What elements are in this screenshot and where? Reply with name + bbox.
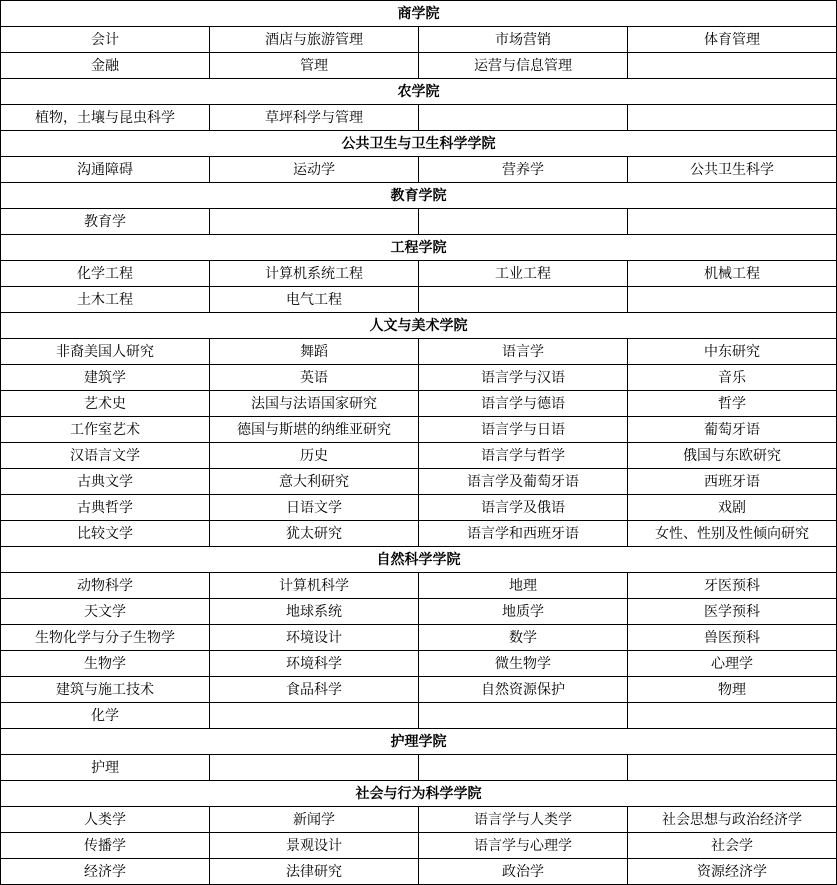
major-cell: 新闻学 (210, 807, 419, 833)
major-row (1, 521, 837, 547)
major-cell: 资源经济学 (628, 859, 837, 885)
major-cell: 电气工程 (210, 287, 419, 313)
major-cell: 土木工程 (1, 287, 210, 313)
major-row (1, 651, 837, 677)
major-cell: 环境设计 (210, 625, 419, 651)
college-name: 商学院 (1, 1, 837, 27)
major-cell: 公共卫生科学 (628, 157, 837, 183)
major-cell: 计算机系统工程 (210, 261, 419, 287)
major-cell: 社会学 (628, 833, 837, 859)
major-cell: 运动学 (210, 157, 419, 183)
major-cell: 德国与斯堪的纳维亚研究 (210, 417, 419, 443)
empty-cell (628, 105, 837, 131)
major-cell: 沟通障碍 (1, 157, 210, 183)
major-row (1, 443, 837, 469)
major-cell: 运营与信息管理 (419, 53, 628, 79)
major-cell: 语言学与哲学 (419, 443, 628, 469)
major-cell: 政治学 (419, 859, 628, 885)
major-cell: 工作室艺术 (1, 417, 210, 443)
major-cell: 历史 (210, 443, 419, 469)
college-name: 工程学院 (1, 235, 837, 261)
empty-cell (419, 287, 628, 313)
major-cell: 英语 (210, 365, 419, 391)
major-cell: 教育学 (1, 209, 210, 235)
major-cell: 法国与法语国家研究 (210, 391, 419, 417)
major-cell: 中东研究 (628, 339, 837, 365)
major-cell: 心理学 (628, 651, 837, 677)
college-header-row (1, 131, 837, 157)
college-name: 社会与行为科学学院 (1, 781, 837, 807)
major-cell: 西班牙语 (628, 469, 837, 495)
major-row (1, 495, 837, 521)
major-cell: 地球系统 (210, 599, 419, 625)
major-row (1, 105, 837, 131)
college-name: 农学院 (1, 79, 837, 105)
major-cell: 葡萄牙语 (628, 417, 837, 443)
major-cell: 犹太研究 (210, 521, 419, 547)
major-row (1, 469, 837, 495)
major-row (1, 859, 837, 885)
major-cell: 非裔美国人研究 (1, 339, 210, 365)
major-cell: 护理 (1, 755, 210, 781)
empty-cell (419, 703, 628, 729)
major-cell: 地理 (419, 573, 628, 599)
college-name: 公共卫生与卫生科学学院 (1, 131, 837, 157)
college-header-row (1, 547, 837, 573)
major-cell: 舞蹈 (210, 339, 419, 365)
major-cell: 酒店与旅游管理 (210, 27, 419, 53)
empty-cell (210, 209, 419, 235)
major-cell: 体育管理 (628, 27, 837, 53)
college-header-row (1, 781, 837, 807)
major-cell: 生物学 (1, 651, 210, 677)
major-cell: 会计 (1, 27, 210, 53)
major-cell: 哲学 (628, 391, 837, 417)
major-cell: 金融 (1, 53, 210, 79)
college-name: 护理学院 (1, 729, 837, 755)
major-cell: 意大利研究 (210, 469, 419, 495)
major-row (1, 807, 837, 833)
major-cell: 兽医预科 (628, 625, 837, 651)
major-row (1, 573, 837, 599)
major-cell: 数学 (419, 625, 628, 651)
major-cell: 语言学和西班牙语 (419, 521, 628, 547)
major-cell: 工业工程 (419, 261, 628, 287)
empty-cell (628, 209, 837, 235)
major-cell: 法律研究 (210, 859, 419, 885)
major-row (1, 157, 837, 183)
empty-cell (419, 209, 628, 235)
major-row (1, 365, 837, 391)
empty-cell (628, 287, 837, 313)
major-cell: 景观设计 (210, 833, 419, 859)
major-cell: 微生物学 (419, 651, 628, 677)
major-cell: 建筑学 (1, 365, 210, 391)
major-cell: 音乐 (628, 365, 837, 391)
college-name: 人文与美术学院 (1, 313, 837, 339)
college-name: 教育学院 (1, 183, 837, 209)
major-cell: 语言学 (419, 339, 628, 365)
major-cell: 语言学与汉语 (419, 365, 628, 391)
major-cell: 物理 (628, 677, 837, 703)
major-cell: 医学预科 (628, 599, 837, 625)
major-row (1, 599, 837, 625)
major-row (1, 703, 837, 729)
major-cell: 经济学 (1, 859, 210, 885)
empty-cell (628, 703, 837, 729)
major-cell: 植物，土壤与昆虫科学 (1, 105, 210, 131)
major-row (1, 287, 837, 313)
empty-cell (210, 755, 419, 781)
major-cell: 语言学与德语 (419, 391, 628, 417)
major-cell: 自然资源保护 (419, 677, 628, 703)
major-cell: 女性、性别及性倾向研究 (628, 521, 837, 547)
major-row (1, 417, 837, 443)
major-cell: 艺术史 (1, 391, 210, 417)
college-header-row (1, 729, 837, 755)
major-cell: 戏剧 (628, 495, 837, 521)
major-cell: 汉语言文学 (1, 443, 210, 469)
major-cell: 化学工程 (1, 261, 210, 287)
major-cell: 地质学 (419, 599, 628, 625)
major-row (1, 339, 837, 365)
college-header-row (1, 1, 837, 27)
empty-cell (419, 105, 628, 131)
major-cell: 语言学与心理学 (419, 833, 628, 859)
major-cell: 俄国与东欧研究 (628, 443, 837, 469)
major-cell: 日语文学 (210, 495, 419, 521)
major-cell: 古典文学 (1, 469, 210, 495)
major-cell: 营养学 (419, 157, 628, 183)
major-cell: 建筑与施工技术 (1, 677, 210, 703)
college-header-row (1, 79, 837, 105)
major-row (1, 755, 837, 781)
major-row (1, 833, 837, 859)
major-cell: 市场营销 (419, 27, 628, 53)
major-row (1, 209, 837, 235)
college-header-row (1, 313, 837, 339)
major-cell: 语言学及俄语 (419, 495, 628, 521)
empty-cell (628, 53, 837, 79)
major-cell: 天文学 (1, 599, 210, 625)
major-row (1, 625, 837, 651)
major-cell: 食品科学 (210, 677, 419, 703)
major-row (1, 27, 837, 53)
major-cell: 古典哲学 (1, 495, 210, 521)
major-cell: 动物科学 (1, 573, 210, 599)
major-cell: 机械工程 (628, 261, 837, 287)
major-cell: 社会思想与政治经济学 (628, 807, 837, 833)
college-header-row (1, 183, 837, 209)
major-cell: 环境科学 (210, 651, 419, 677)
major-cell: 人类学 (1, 807, 210, 833)
empty-cell (210, 703, 419, 729)
college-name: 自然科学学院 (1, 547, 837, 573)
major-cell: 比较文学 (1, 521, 210, 547)
major-row (1, 391, 837, 417)
major-cell: 计算机科学 (210, 573, 419, 599)
majors-table-body (1, 1, 837, 885)
major-cell: 语言学与人类学 (419, 807, 628, 833)
major-row (1, 677, 837, 703)
major-cell: 管理 (210, 53, 419, 79)
major-row (1, 261, 837, 287)
major-cell: 牙医预科 (628, 573, 837, 599)
empty-cell (419, 755, 628, 781)
major-cell: 生物化学与分子生物学 (1, 625, 210, 651)
empty-cell (628, 755, 837, 781)
major-row (1, 53, 837, 79)
major-cell: 语言学及葡萄牙语 (419, 469, 628, 495)
college-header-row (1, 235, 837, 261)
major-cell: 化学 (1, 703, 210, 729)
major-cell: 语言学与日语 (419, 417, 628, 443)
major-cell: 草坪科学与管理 (210, 105, 419, 131)
major-cell: 传播学 (1, 833, 210, 859)
